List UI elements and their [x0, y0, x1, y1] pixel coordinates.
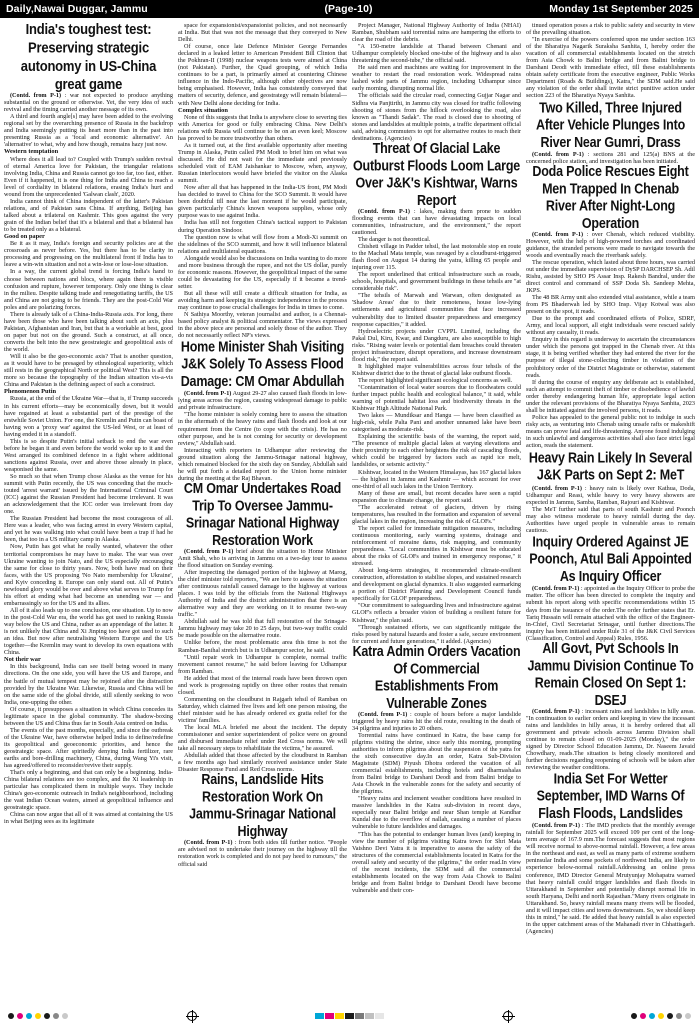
article-paragraph: The question now is what will flow from a Modi-Xi summit on the sidelines of the SCO summit, and how it will influence bilateral relations and multilateral equations. — [178, 233, 347, 255]
color-dot — [631, 1013, 637, 1019]
masthead-date: Monday 1st September 2025 — [549, 3, 693, 15]
color-dot — [62, 1013, 68, 1019]
article-paragraph: "Through sustained efforts, we can significantly mitigate the risks posed by natural hazards and foster a safe, secure environment for current and future generations," it added. (Agencies) — [352, 623, 521, 645]
article-paragraph: India has still not forgotten China's tactical support to Pakistan during Operation Sindoor. — [178, 219, 347, 234]
article-paragraph: The report called for immediate mitigation measures, including continuous monitoring, early warning systems, drainage and reinforcement of moraine dams, risk mapping, and community preparedness. "Local communities in Kishtwar must be educated about the risks of GLOFs and trained in emergency response," it stressed. — [352, 524, 521, 568]
article-paragraph: (Contd. from P-1) : sections 281 and 125(a) BNS at the concerned police station, and investigation has been initiated. — [526, 150, 695, 165]
registration-mark-icon — [503, 1011, 513, 1021]
column-3 — [352, 22, 521, 1008]
article-paragraph: India cannot think of China independent of the latter's Pakistan relations, and of Pakistan sans China. If anything, Beijing has talked about a trilateral on Kashmir. This goes against the very grain of the Indian belief that it's a bilateral and that a bilateral has to be treated only as a bilateral. — [4, 197, 173, 234]
article-paragraph: Hydroelectric projects under CVPPL Limited, including the Pakal Dul, Kiru, Kwar, and Dangduru, are also susceptible to high risks. "Rising water levels or potential dam breaches could threaten project infrastructure, disrupt operations, and increase downstream flood risk," the report said. — [352, 327, 521, 363]
article-paragraph: The officials said the circular road, connecting Gujjar Nagar and Sidhra via Panjtirthi, in Jammu city was closed for traffic following shooting of stones from the hillock overlooking the road, also known as "Thandi Sadak". The road is closed due to shooting of stones and landslides at multiple points, a traffic department official said, advising commuters to opt for alternative routes to reach their destinations. (Agencies) — [352, 92, 521, 142]
article-paragraph: Interacting with reporters in Udhampur after reviewing the ground situation along the Jammu-Srinagar national highway, which remained blocked for the sixth day on Sunday, Abdullah said he will put forth a detailed report to the Union home minister during the meeting at the Raj Bhavan. — [178, 446, 347, 482]
subheading: Not their war — [4, 656, 41, 664]
article-paragraph: Of course, it presupposes a situation in which China concedes its legitimate space in the global community. The shadow-boxing between the US and China thus far in South Asia centred on India. — [4, 705, 173, 727]
article-paragraph: (Contd. from P-1) : incessant rains and landslides in hilly areas. "In continuation to earlier orders and keeping in view the incessant rains and landslides in hilly areas, it is hereby ordered that all government and private schools across Jammu Division shall continue to remain closed on 01-09-2025 (Monday)," the order signed by Director School Education Jammu, Dr. Naseem Javaid Chowdhary, reads.The situation is being closely monitored and further decisions regarding reopening of schools will be taken after reviewing the weather conditions. — [526, 707, 695, 772]
column-1 — [4, 22, 173, 1008]
article-paragraph: (Contd. from P-1) brief about the situation to Home Minister Amit Shah, who is arriving in Jammu on a two-day tour to assess the flood situation on Sunday evening. — [178, 547, 347, 569]
article-paragraph: As it turned out, at the first available opportunity after meeting Trump in Alaska, Putin called PM Modi to brief him on what was discussed. He did not wait for the immediate and previously scheduled visit of EAM Jaishankar to Moscow, when, anyway, Russian interlocutors would have briefed the visitor on the Alaska summit. — [178, 141, 347, 185]
article-paragraph: Where does it all lead to? Coupled with Trump's sudden revival of eternal America love for Pakistan, the triangular relations involving India, China and Russia cannot go too far, too fast, either. Even if it happened, it is one thing for India and China to reach a level of cordiality in bilateral relations, erasing India's hurt and wound from the unprecedented 'Galwan clash', 2020. — [4, 155, 173, 198]
article-paragraph: He added that most of the internal roads have been thrown open and work is progressing rapidly on three other routes that remain closed. — [178, 674, 347, 696]
print-registration-strip — [0, 1010, 699, 1022]
headline-rains-landslide: Rains, Landslide Hits Restoration Work On Jammu-Srinagar National Highway — [189, 771, 336, 840]
article-paragraph: The danger is not theoretical. — [358, 235, 431, 243]
masthead — [0, 0, 699, 18]
column-4 — [526, 22, 695, 1008]
article-paragraph: "Heavy rains and inclement weather conditions have resulted in massive landslides in the Katra sub-division in recent days, especially near Balini bridge and near Shan temple at Kandhar Kundal due to the overflow of nallah, causing a number of places vulnerable to future landslides and damages. — [352, 795, 521, 831]
color-dot — [26, 1013, 32, 1019]
article-paragraph: After inspecting the damaged portion of the highway at Marog, the chief minister told reporters, "We are here to assess the situation after continuous rainfall caused damage to the highway at various places. I was told by the officials from the National Highways Authority of India and the district administration that there is an alternative way and they are working on it to resume two-way traffic." — [178, 569, 347, 619]
article-paragraph: China can now argue that all of it was aimed at containing the US in what Beijing sees as its legitimate — [4, 811, 173, 826]
article-paragraph: Chisheti village in Padder tehsil, the last motorable stop en route to the Machail Mata temple, was ravaged by a cloudburst-triggered flash flood on August 14 during the yatra, killing 65 people and injuring over 115. — [352, 243, 521, 272]
article-paragraph: (Contd. from P-1) August 29-27 also caused flash floods in low-lying areas across the region, causing widespread damage to public and private infrastructure. — [178, 390, 347, 412]
article-paragraph: Explaining the scientific basis of the warning, the report said, "The presence of multiple glacial lakes at varying elevations and their proximity to each other heightens the risk of cascading floods, which could be triggered by factors such as rapid ice melt, landslides, or seismic activity." — [352, 433, 521, 469]
article-paragraph: That's only a beginning, and that can only be a beginning. India-China bilateral relations are too complex, and the Xi leadership in particular has complicated them in multiple ways. They include China's geo-economic outreach in India's neighbourhood, including the vast Indian Ocean waters, aimed at geopolitical influence and geostrategic space. — [4, 769, 173, 812]
article-paragraph: Abdullah added that those affected by the cloudburst in Ramban a few months ago had similarly received assistance under State Disaster Response Fund and Red Cross norms. — [178, 752, 347, 774]
color-dot — [649, 1013, 655, 1019]
article-paragraph: Now, Putin has got what he really wanted, whatever the other territorial compromises he may have to make. The war was over Ukraine wanting to join Nato, and the US especially encouraging the same for close to thirty years. Now, both have read on their faces, with the US proposing 'No Nato membership for Ukraine', and Kyiv conceding it. Europe can only stand out. All of Putin's newfound glory would be over and above what serves to Trump for his effort at ending what had become an unending war — and embarrassingly so for the US and its allies. — [4, 543, 173, 607]
article-paragraph: "Our commitment to safeguarding lives and infrastructure against GLOF's reflects a broader vision of building a resilient future for Kishtwar," the plan said. — [352, 602, 521, 624]
article-paragraph: Due to the prompt and coordinated efforts of Police, SDRF, Army, and local support, all eight individuals were rescued safely without any casualty, it reads. — [526, 315, 695, 337]
color-dot — [640, 1013, 646, 1019]
color-dot — [8, 1013, 14, 1019]
headline-heavy-rain-sept2: Heavy Rain Likely In Several J&K Parts on Sept 2: MeT — [528, 449, 693, 484]
article-paragraph: space for expansionist/expansionist policies, and not necessarily at India. But that was not the message that they conveyed to New Delhi. — [178, 22, 347, 44]
article-paragraph: (Contd. from P-1) : over Chenab, which reduced visibility. However, with the help of high-powered torches and coordinated guidance, the stranded persons were made to navigate towards the woods and eventually reach the riverbank safely. — [526, 230, 695, 259]
article-paragraph: The rescue operation, which lasted about three hours, was carried out under the immediate supervision of DySP DARCHSEP Sh. Adil Rishu, assisted by SHO PS Assar Insp. Rakesh Bandral, under the direct control and command of SSP Doda Sh. Sandeep Mehta, JKPS. — [526, 258, 695, 294]
article-paragraph: Kishtwar, located in the Western Himalayas, has 167 glacial lakes — the highest in Jammu and Kashmir — which account for over one-third of all such lakes in the Union Territory. — [352, 468, 521, 490]
color-dot — [53, 1013, 59, 1019]
headline-doda-police-rescue: Doda Police Rescues Eight Men Trapped In Chenab River After Night-Long Operation — [532, 163, 689, 231]
color-bar — [335, 1013, 344, 1019]
article-paragraph: There is already talk of a China-India-Russia axis. For long, there have been those who have been talking about such an axis, plus Pakistan, Afghanistan and Iran, but that is a workable at best, good on paper but not on the ground. Such a construct, at all once, converts the belt into the new geostrategic and geopolitical axis of the world. — [4, 310, 173, 353]
headline-two-killed-gumri: Two Killed, Three Injured After Vehicle Plunges Into River Near Gumri, Drass — [536, 99, 685, 150]
article-paragraph: Abdullah said he was told that full restoration of the Srinagar-Jammu highway may take 20 to 25 days, but two-way traffic could be made possible on the alternative route. — [178, 618, 347, 640]
color-dot — [17, 1013, 23, 1019]
newspaper-page — [4, 22, 695, 1008]
color-dot — [676, 1013, 682, 1019]
article-paragraph: Be it as it may, India's foreign and security policies are at the crossroads as never before. Yes, but there has to be clarity in processing and progressing on the multilateral front if India has to leave a win-win situation and not a win-lose or lose-lose situation. — [4, 240, 173, 269]
headline-india-toughest-test: India's toughest test: Preserving strategic autonomy in US-China great game — [20, 22, 157, 93]
article-paragraph: In a way, the current global trend is forcing India's hand to choose between nations and blocs, where again there is visible confusion and rupture, however temporary. Only one thing is clear in the milieu. Despite talking trade and renegotiating tariffs, the US and China are not going to be friends. They are the post-Cold War poles and are polarizing forces. — [4, 268, 173, 311]
article-paragraph: None of this suggests that India is anywhere close to severing ties with America for good or fully embracing China. New Delhi's relations with Russia will continue to be on an even keel; Moscow has proved to be more trustworthy than others. — [178, 113, 347, 142]
article-paragraph: (Contd. from P-1) : appointed as the Inquiry Officer to probe the matter. The officer has been directed to complete the inquiry and submit his report along with specific recommendations within 15 days from the issuance of the order.The order further states that Er. Tariq Hussain will remain attached with the office of the Engineer-in-Chief, Civil Secretariat Srinagar, until further directions.The inquiry has been initiated under Rule 31 of the J&K Civil Services (Classification, Control and Appeal) Rules, 1956. — [526, 585, 695, 642]
article-paragraph: The local MLA briefed me about the incident. The deputy commissioner and senior superintendent of police were on ground and disbursed immediate relief under Red Cross norms. We will take all necessary steps to rehabilitate the victims," he assured. — [178, 724, 347, 753]
article-paragraph: Police has appealed to the general public not to indulge in such risky acts, as venturing into Chenab using unsafe rafts or makeshift means can prove fatal and life-threatening. Anyone found indulging in such unlawful and dangerous activities shall also face strict legal action, reads the statement. — [526, 413, 695, 450]
article-paragraph: The Russian President had become the most courageous of all. Here was a leader, who was facing arrest in every Western capital, and yet he was walking into what could have been a trap if had he been, that too in a US military camp in Alaska. — [4, 515, 173, 544]
headline-cm-omar-road-trip: CM Omar Undertakes Road Trip To Oversee Jammu-Srinagar National Highway Restoration Work — [183, 480, 342, 549]
article-paragraph: If during the course of enquiry any deliberate act is established, such an attempt to commit theft of timber or disobedience of lawful order thereby endangering human life, appropriate legal action under the relevant provisions of the Bharatiya Nyaya Sanhita, 2023 shall be initiated against the involved persons, it reads. — [526, 378, 695, 414]
article-paragraph: N Sathiya Moorthy, veteran journalist and author, is a Chennai-based policy analyst & political commentator. The views expressed in the above piece are personal and solely those of the author. They do not necessarily reflect NP's views. — [178, 311, 347, 340]
color-bar — [345, 1013, 354, 1019]
article-paragraph: Many of these are small, but recent decades have seen a rapid expansion due to climate change, the report said. — [352, 489, 521, 504]
article-paragraph: About long-term strategies, it recommended climate-resilient construction, afforestation to stabilise slopes, and sustained research and development on glacial dynamics. It also suggested earmarking a portion of District Planning and Development Council funds specifically for GLOF preparedness. — [352, 567, 521, 603]
article-paragraph: "The tehsils of Marwah and Warwan, often designated as 'Shadow Areas' due to their remoteness, house low-lying settlements and agricultural communities that face increased vulnerability due to limited disaster preparedness and emergency response capacities," it added. — [352, 292, 521, 328]
article-paragraph: A third and fourth angle[s] may have been added to the evolving regional set by the overarching presence of Russia in the backdrop and India seemingly putting its heart more than in the past into presenting Russia as a 'focal and economic alternative'. An 'alternative' to what, why and how though, remains hazy just now. — [4, 113, 173, 149]
article-paragraph: The events of the past months, especially, and since the outbreak of the Ukraine War, have otherwise helped India to define/redefine its geopolitical and geoeconomic priorities, and hence the geostrategic space. After spiritedly denying India fertilizer, rare earths and bore-drilling machinery, China, during Wang Yi's visit, has agreed/offered to reconsider/revive their supply. — [4, 726, 173, 770]
color-bar — [365, 1013, 374, 1019]
article-paragraph: Enquiry in this regard is underway to ascertain the circumstances under which the persons got trapped in the Chenab river. At this stage, it is being verified whether they had entered the river for the purpose of illegal stone-collecting timber in violation of the prohibitory order of the District Magistrate or otherwise, statement reads. — [526, 336, 695, 379]
article-paragraph: Will it also be the geo-economic axis? That is another question, as it would have to be presaged by ethnological superiority, which still rests in the geographical North or political West? This is all the more so because the topography of the Indian situation vis-a-vis China and Pakistan is the defining aspect of such a construct. — [4, 353, 173, 389]
article-paragraph: (Contd. from P-1) : heavy rain is likely over Kathua, Doda, Udhampur and Reasi, while heavy to very heavy showers are expected in Jammu, Samba, Ramban, Rajouri and Kishtwar. — [526, 485, 695, 507]
article-paragraph: Alongside would also be discussions on India wanting to do more and more business through the rupee, and not the US dollar, purely for economic reasons. However, the geopolitical impact of the same could be devastating for the US, especially if it became a trend-setter. — [178, 254, 347, 290]
article-paragraph: Commenting on the cloudburst in Rajgarh tehsil of Ramban on Saturday, which claimed five lives and left one person missing, the chief minister said he has already ordered ex gratia relief for the victims' families. — [178, 695, 347, 724]
article-paragraph: "A 150-metre landslide at Tharad between Chenani and Udhampur completely blocked one-tube of the highway and is also threatening the second-tube," the official said. — [352, 43, 521, 65]
subheading: Western temptation — [4, 148, 59, 156]
article-paragraph: Now after all that has happened in the India-US front, PM Modi has decided to travel to China for the SCO Summit. It would have been doubtful till near the last moment if he would participate, given particularly China's known weapons supplies, whose only purpose was to use against India. — [178, 184, 347, 220]
article-paragraph: Two lakes — Mundiksar and Hangu — have been classified as high-risk, while Palta Pani and another unnamed lake have been categorised as moderate-risk. — [352, 412, 521, 434]
article-paragraph: Unlike before, the most problematic area this time is not the Ramban-Banihal stretch but is in Udhampur sector, he said. — [178, 639, 347, 654]
color-bar — [375, 1013, 384, 1019]
article-paragraph: (Contd. from P-1) : from both sides till further notice. "People are advised not to undertake their journey on the highway till the restoration work is completed and do not pay heed to rumours," the official said — [178, 839, 347, 868]
registration-mark-icon — [187, 1011, 197, 1021]
article-paragraph: He said men and machines are waiting for improvement in the weather to restart the road restoration work. Widespread rains lashed wide parts of Jammu region, including Udhampur since early morning, disrupting normal life. — [352, 64, 521, 93]
article-paragraph: The report highlighted significant ecological concerns as well. — [358, 376, 513, 384]
color-dot — [685, 1013, 691, 1019]
article-paragraph: (Contd. from P-1) : war not expected to produce anything substantial on the ground or otherwise. Yet, the very idea of such revival and the timing carried another message of its own. — [4, 92, 173, 114]
color-dot — [35, 1013, 41, 1019]
masthead-page-number: (Page-10) — [324, 3, 373, 15]
headline-glacial-lake-outburst: Threat Of Glacial Lake Outburst Floods Loom Large Over J&K's Kishtwar, Warns Report — [352, 140, 521, 209]
article-paragraph: The 48 BR Army unit also extended vital assistance, while a team from PS Bhaderwah led by SHO Insp. Vijay Kotwal was also present on the spot, it reads. — [526, 294, 695, 316]
headline-inquiry-je-poonch: Inquiry Ordered Against JE Poonch, Atul Bali Appointed As Inquiry Officer — [529, 534, 692, 585]
article-paragraph: All of it also leads up to one conclusion, one situation. Up to now in the post-Cold War era, the world has got used to ranking Russia way below the US and China, rather as an appendage of the latter. It is not unlikely that China and Xi Jinping too have got used to such an idea. But now after neutralising Western Europe and the US together—the Kremlin may want to develop its own equations with China. — [4, 606, 173, 657]
article-paragraph: The MeT further said that parts of south Kashmir and Poonch may also witness moderate to heavy rainfall during the day. Authorities have urged people in vulnerable areas to remain cautious. — [526, 506, 695, 535]
color-bars — [315, 1013, 384, 1019]
article-paragraph: Of course, once late Defence Minister George Fernandes declared in a leaked letter to American President Bill Clinton that the Pokhran-II (1998) nuclear weapons tests were aimed at China (not Pakistan). Further, the Quad grouping, of which India continues to be a part, is primarily aimed at countering Chinese influence in the Indo-Pacific, although other objectives are now being emphasised. However, India has consistently conveyed that matters of security, defence, and geostrategy will remain bilateral—with New Delhi alone deciding for India. — [178, 43, 347, 107]
article-paragraph: (Contd. from P-1) : The IMD predicts that the monthly average rainfall for September 2025 will exceed 109 per cent of the long-term average of 167.9 mm.The forecast suggests that most regions will receive normal to above-normal rainfall. However, a few areas in the northeast and east, as well as many parts of extreme southern peninsular India and some pockets of northwest India, are likely to experience below-normal rainfall.Addressing an online press conference, IMD Director General Mrutyunjay Mohapatra warned that heavy rainfall could trigger landslides and flash floods in Uttarakhand in September and potentially disrupt normal life in south Haryana, Delhi and north Rajasthan."Many rivers originate in Uttarakhand. So, heavy rainfall means many rivers will be flooded, and it will impact cities and towns downstream. So, we should keep this in mind," he said. He added that heavy rainfall is also expected in the upper catchment areas of the Mahanadi river in Chhattisgarh. (Agencies) — [526, 822, 695, 935]
article-paragraph: "Until repair work in Udhampur is complete, normal traffic movement cannot resume," he said before leaving for Udhampur from Ramban. — [178, 653, 347, 675]
article-paragraph: Project Manager, National Highway Authority of India (NHAI) Ramban, Shubham said torrential rains are hampering the efforts to clear the road of the debris. — [352, 22, 521, 44]
subheading: Phenomenon Putin — [4, 388, 57, 396]
masthead-paper-name: Daily,Nawai Duggar, Jammu — [6, 3, 148, 15]
color-bar — [355, 1013, 364, 1019]
color-dots-left — [8, 1013, 68, 1019]
article-paragraph: (Contd. from P-1) : lakes, making them prone to sudden flooding events that can have devastating impacts on local communities, infrastructure, and the environment," the report cautioned. — [352, 207, 521, 236]
color-dots-right — [631, 1013, 691, 1019]
article-paragraph: (Contd. from P-1) : couple of hours before a major landslide triggered by heavy rains hit the old route, resulting in the death of 34 pilgrims and injuries to 20 others. — [352, 710, 521, 732]
subheading: Complex situation — [178, 106, 228, 114]
article-paragraph: "This has the potential to endanger human lives (and) keeping in view the number of pilgrims visiting Katra town for Shri Mata Vaishno Devi Yatra it is imperative to assess the safety of the structures of the commercial establishments located in Katra for the overall safety and security of the pilgrims," the order read.In view of the recent incidents, the SDM said all the commercial establishments located on the way from Asia Chowk to Balini bridge and from Balini bridge to Darshani Deodi have become vulnerable and their con- — [352, 830, 521, 894]
article-paragraph: In this background, India can see itself being wooed in many directions. On the one side, you will have the US and Europe, and the battle of mutual tempest may be rejoined after the distraction provided by the Ukraine War. Likewise, Russia and China will be on the same side of the global divide, still silently seeking to woo India, one-upping the other. — [4, 663, 173, 706]
color-bar — [315, 1013, 324, 1019]
article-paragraph: "Contamination of local water sources due to floodwaters could further impact public health and ecological balance," it said, while warning of potential habitat loss and biodiversity threats in the Kishtwar High Altitude National Park. — [352, 383, 521, 413]
column-2 — [178, 22, 347, 1008]
article-paragraph: "In exercise of the powers conferred upon me under section 163 of the Bharatiya Nagarik Suraksha Sanhita, I, hereby order the vacation of all commercial establishments located on the stretch from Asia Chowk to Balini bridge and from Balini bridge to Darshani Deodi with immediate effect, till these establishments obtain safety certificate from the executive engineer, Public Works Department (Roads & Buildings), Katra," the SDM said.He said any violation of the order shall invite strict punitive action under section 223 of the Bharatiya Nyaya Sanhita. — [526, 36, 695, 100]
color-dot — [667, 1013, 673, 1019]
headline-katra-admin: Katra Admin Orders Vacation Of Commercial Establishments From Vulnerable Zones — [352, 643, 521, 712]
article-paragraph: Russia, at the end of the Ukraine War—that is, if Trump succeeds in his current efforts—may be economically down, but it would have regained at least a substantial part of the prestige of the erstwhile Soviet Union. For one, the Kremlin and Putin can boast of having won a 'proxy war' against the US-led West, or at least of having ended it in a standoff. — [4, 395, 173, 438]
article-paragraph: Torrential rains have continued in Katra, the base camp for pilgrims visiting the shrine, since early this morning, prompting authorities to inform pilgrims about the suspension of the yatra for the sixth consecutive day.In an order, Katra Sub-Division Magistrate (SDM) Piyush Dhotra ordered the vacation of all commercial establishments, including hotels and dharmashalas from Balini bridge to Darshani Deodi and from Balini bridge to Asia Chowk in the vulnerable zones for the safety and security of the pilgrims. — [352, 731, 521, 796]
article-paragraph: It highlighted major vulnerabilities across four tehsils of the Kishtwar district due to the threat of glacial lake outburst floods. — [352, 362, 521, 377]
article-paragraph: The report underlined that critical infrastructure such as roads, schools, hospitals, and government buildings in these tehsils are "at considerable risk". — [352, 271, 521, 293]
headline-wetter-september: India Set For Wetter September, IMD Warns Of Flash Floods, Landslides — [536, 770, 685, 822]
color-dot — [44, 1013, 50, 1019]
article-paragraph: "The home minister is solely coming here to assess the situation in the aftermath of the heavy rains and flash floods and look at our requirement from the Centre (to cope with the crisis). He has no other purpose, and he is not coming for security or development review," Abdullah said. — [178, 411, 347, 447]
headline-schools-closed: All Govt, Pvt Schools In Jammu Division Continue To Remain Closed On Sept 1: DSEJ — [527, 640, 694, 709]
article-paragraph: So much so that when Trump chose Alaska as the venue for his summit with Putin recently, the US was conceding that the much-touted 'arrest warrant' issued by the International Criminal Court (ICC) against the Russian President had become irrelevant. It was an acknowledgement that the ICC order was irrelevant from day one. — [4, 473, 173, 516]
color-dot — [658, 1013, 664, 1019]
article-paragraph: "The accelerated retreat of glaciers, driven by rising temperatures, has resulted in the formation and expansion of several glacial lakes in the region, increasing the risk of GLOFs." — [352, 503, 521, 525]
article-paragraph: This is so despite Putin's initial setback to end the war even before he began it and even before the world woke up to it and the West arranged its combined defence in a fight where additional sanctions against Russia, over and above those already in place, weaponised the same. — [4, 437, 173, 473]
article-paragraph: But all these will still create a difficult situation for India, as avoiding harm and keeping its strategic independence in the process may continue to pose crucial challenges for India in times to come. — [178, 289, 347, 312]
article-paragraph: tinued operation poses a risk to public safety and security in view of the prevailing situation. — [526, 22, 695, 37]
color-bar — [325, 1013, 334, 1019]
subheading: Good on paper — [4, 233, 45, 241]
headline-home-minister-shah: Home Minister Shah Visiting J&K Solely To Assess Flood Damage: CM Omar Abdullah — [180, 338, 345, 390]
